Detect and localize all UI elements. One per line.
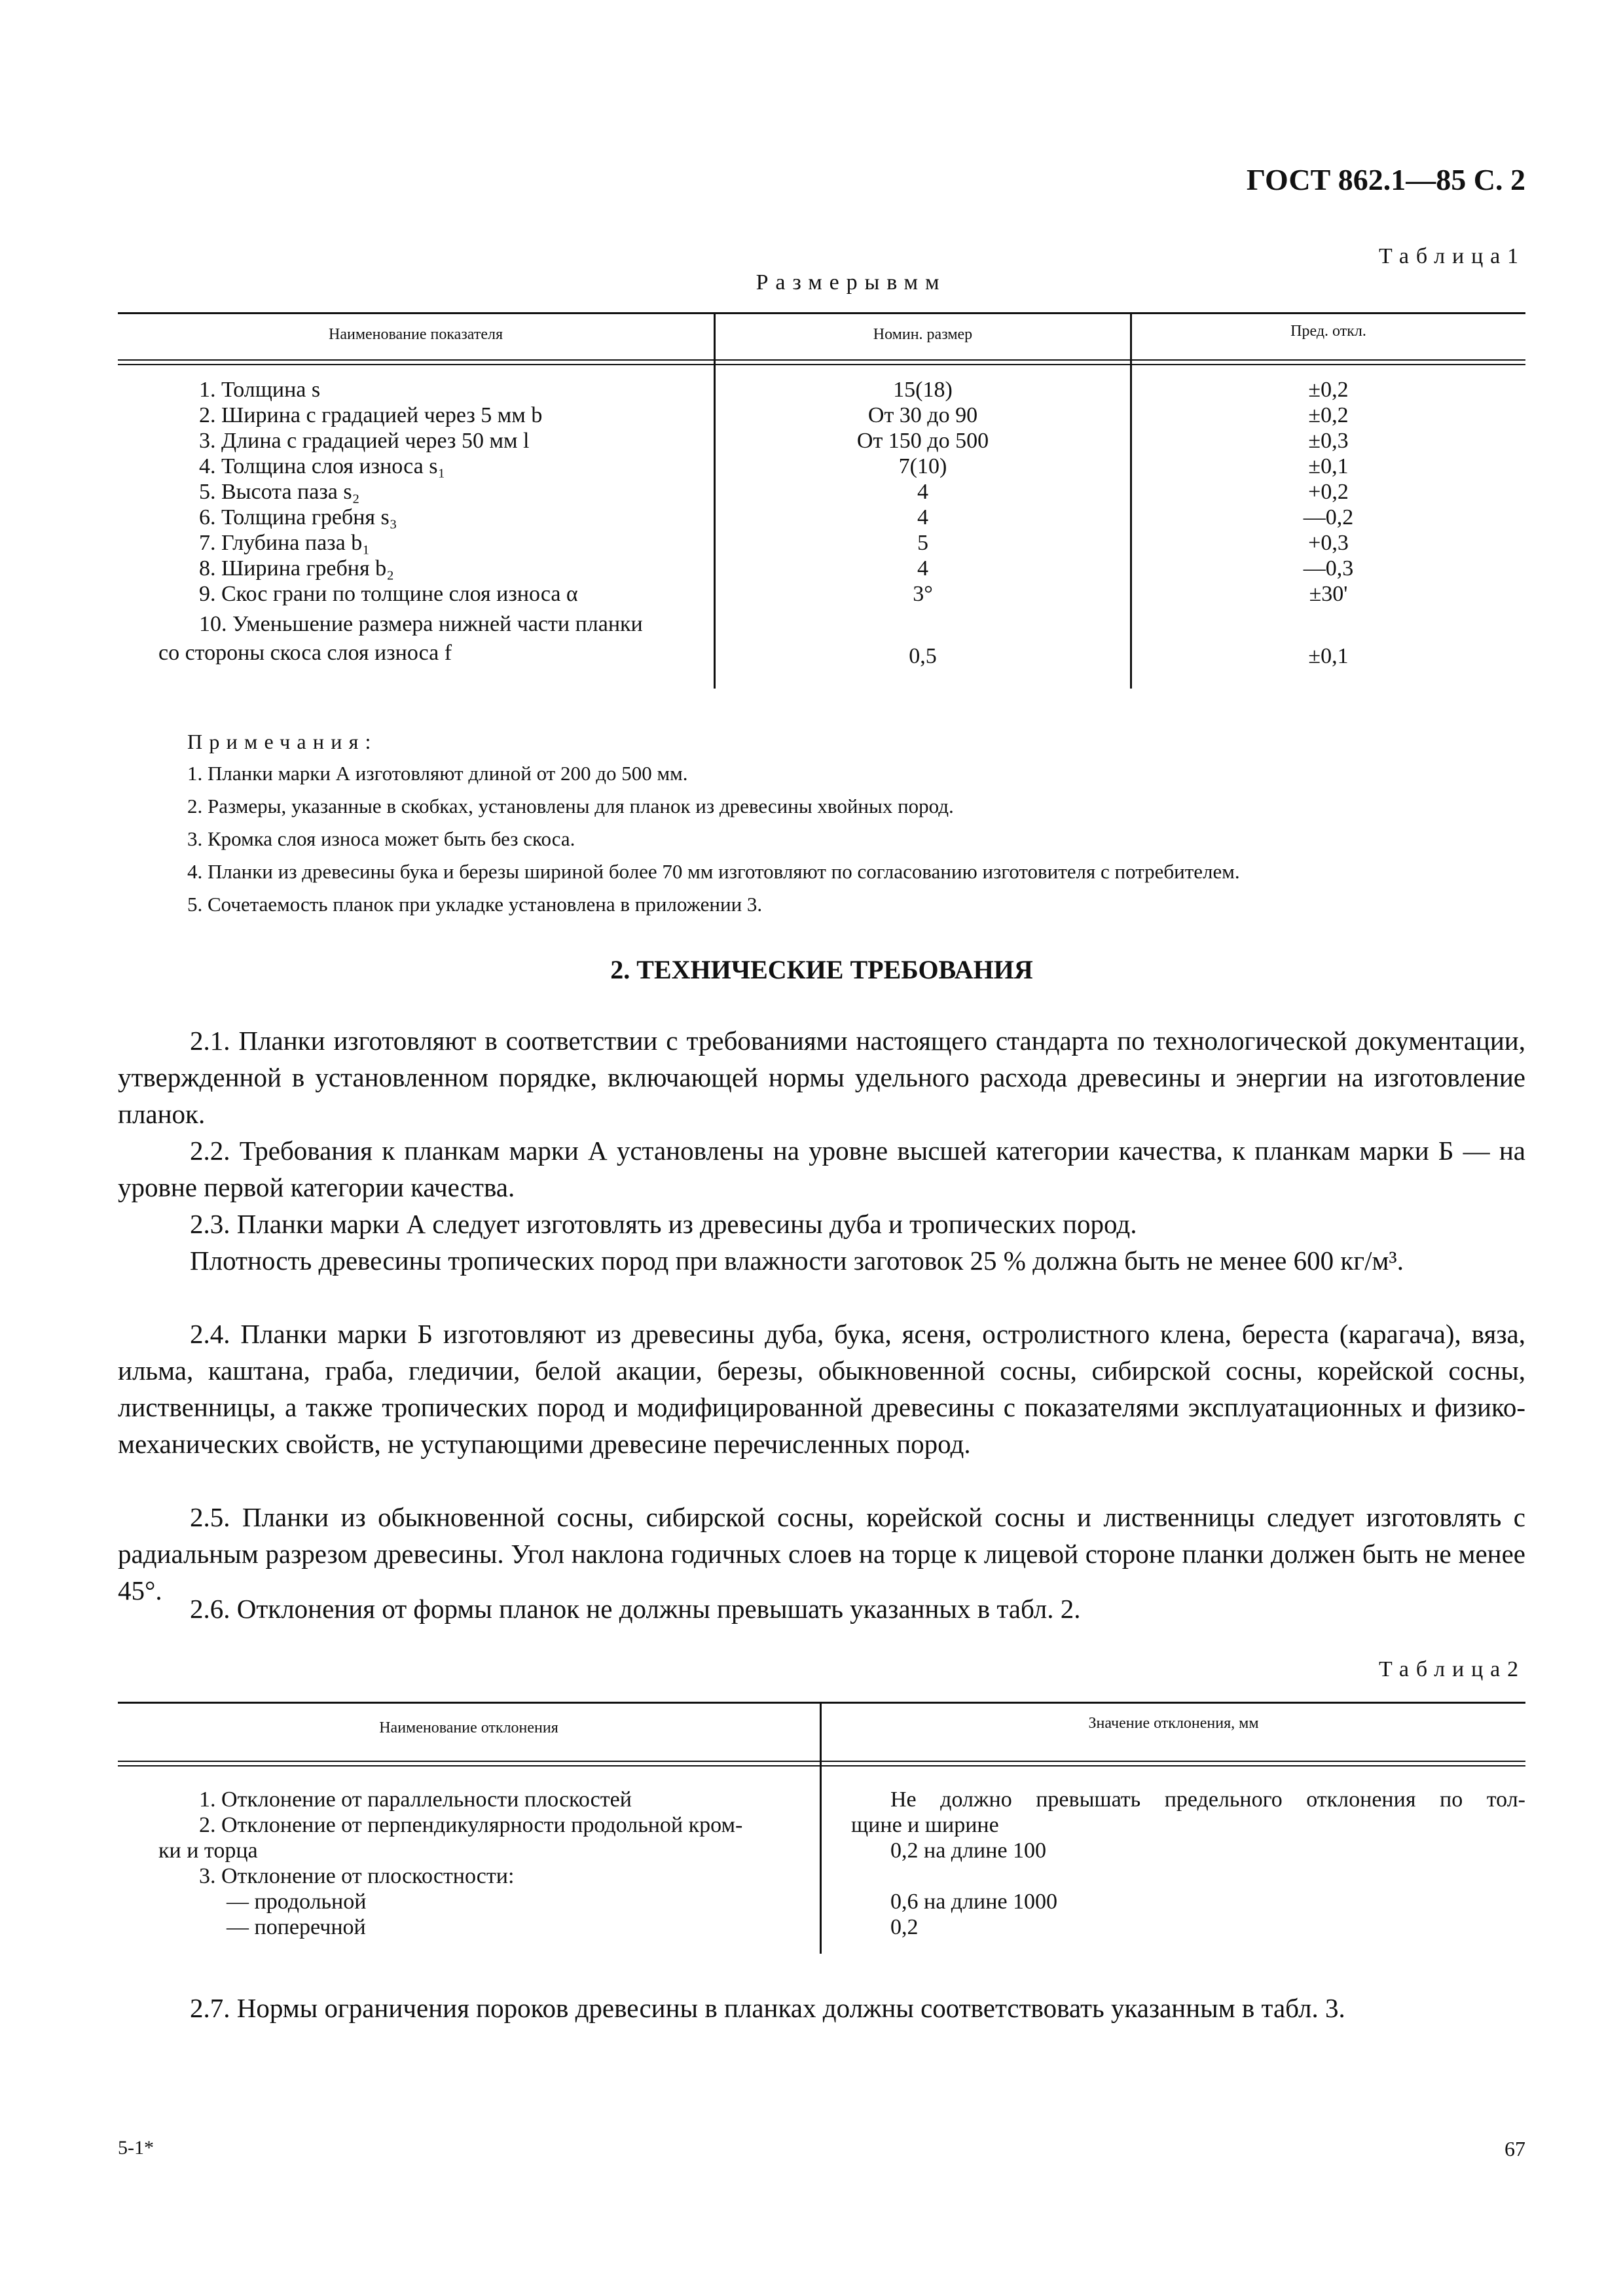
table2-row: 3. Отклонение от плоскостности: xyxy=(199,1864,515,1888)
table1-row-name: 5. Высота паза s₂ xyxy=(199,480,360,504)
table2-value: Не должно превышать предельного отклонения по тол- xyxy=(890,1787,1525,1812)
note-item: 1. Планки марки А изготовляют длиной от 200 до 500 мм. xyxy=(187,762,688,785)
table1-row-nominal: От 150 до 500 xyxy=(856,429,989,453)
table2-header-name: Наименование отклонения xyxy=(379,1719,558,1736)
paragraph-2-2: 2.2. Требования к планкам марки А установлены на уровне высшей категории качества, к планкам марки Б — на уровне первой категории качества. xyxy=(118,1136,1525,1202)
table2-header-rule-2 xyxy=(118,1765,1525,1767)
table1-row-tolerance: —0,3 xyxy=(1303,556,1354,581)
table2-header-rule-1 xyxy=(118,1761,1525,1762)
table1-row-nominal: От 30 до 90 xyxy=(867,403,978,427)
table1-row-nominal: 5 xyxy=(917,531,928,555)
table1-row-name: 6. Толщина гребня s₃ xyxy=(199,505,397,529)
notes-title: Примечания: xyxy=(187,730,378,753)
table2-label: Таблица2 xyxy=(1379,1657,1525,1681)
note-item: 5. Сочетаемость планок при укладке установлена в приложении 3. xyxy=(187,893,763,916)
table2-value: щине и ширине xyxy=(851,1813,999,1837)
table1-row-name: 9. Скос грани по толщине слоя износа α xyxy=(199,582,578,606)
table2-row: 1. Отклонение от параллельности плоскостей xyxy=(199,1787,632,1812)
table1-row10-tolerance: ±0,1 xyxy=(1308,644,1349,668)
paragraph-2-3: 2.3. Планки марки А следует изготовлять из древесины дуба и тропических пород. xyxy=(190,1209,1137,1239)
table1-row-tolerance: +0,2 xyxy=(1308,480,1349,504)
note-item: 4. Планки из древесины бука и березы шириной более 70 мм изготовляют по согласованию изготовителя с потребителем. xyxy=(187,860,1240,883)
table1-row-tolerance: ±0,2 xyxy=(1308,403,1349,427)
table1-label: Таблица1 xyxy=(1379,244,1525,268)
table2-header-value: Значение отклонения, мм xyxy=(1088,1715,1259,1732)
table1-row-name: 2. Ширина с градацией через 5 мм b xyxy=(199,403,543,427)
table2-row: ки и торца xyxy=(158,1839,258,1863)
table1-row-name: 8. Ширина гребня b₂ xyxy=(199,556,394,581)
table1-row-nominal: 3° xyxy=(913,582,933,606)
table1-top-rule xyxy=(118,312,1525,314)
table1-header-tolerance: Пред. откл. xyxy=(1290,323,1366,340)
note-item: 2. Размеры, указанные в скобках, установлены для планок из древесины хвойных пород. xyxy=(187,795,954,817)
table2-row: 2. Отклонение от перпендикулярности продольной кром- xyxy=(199,1813,743,1837)
table1-row-nominal: 4 xyxy=(917,505,928,529)
table1-row-nominal: 4 xyxy=(917,556,928,581)
table1-row-tolerance: ±30' xyxy=(1309,582,1348,606)
table2-value: 0,6 на длине 1000 xyxy=(890,1890,1058,1914)
paragraph-2-6: 2.6. Отклонения от формы планок не должны превышать указанных в табл. 2. xyxy=(190,1594,1081,1624)
table1-row-nominal: 15(18) xyxy=(893,378,953,402)
table1-row-name: 1. Толщина s xyxy=(199,378,321,402)
table2-row: — продольной xyxy=(227,1890,367,1914)
table1-row-tolerance: +0,3 xyxy=(1308,531,1349,555)
table1-row-name: 4. Толщина слоя износа s₁ xyxy=(199,454,446,478)
table2-top-rule xyxy=(118,1702,1525,1704)
table1-units: Размерывмм xyxy=(756,270,947,295)
paragraph-2-4: 2.4. Планки марки Б изготовляют из древесины дуба, бука, ясеня, остролистного клена, береста (карагача), вяза, ильма, каштана, граба, гледичии, белой акации, березы, обыкновенной сосны, сибирской сосны, корейской сосны, лиственницы, а также тропических пород и модифицированной древесины с показателями эксплуатационных и физико-механических свойств, не уступающими древесине перечисленных пород. xyxy=(118,1319,1525,1459)
table1-row-name: 7. Глубина паза b₁ xyxy=(199,531,371,555)
table2-row: — поперечной xyxy=(227,1915,366,1939)
table1-header-rule-2 xyxy=(118,364,1525,365)
table1-row-tolerance: —0,2 xyxy=(1303,505,1354,529)
footer-sheet-mark: 5-1* xyxy=(118,2137,154,2159)
table1-row-nominal: 4 xyxy=(917,480,928,504)
note-item: 3. Кромка слоя износа может быть без скоса. xyxy=(187,827,575,850)
table2-value: 0,2 xyxy=(890,1915,919,1939)
document-header: ГОСТ 862.1—85 С. 2 xyxy=(1246,163,1525,196)
table1-header-name: Наименование показателя xyxy=(329,326,503,343)
table1-row-tolerance: ±0,3 xyxy=(1308,429,1349,453)
table1-row-tolerance: ±0,1 xyxy=(1308,454,1349,478)
table1-row-nominal: 7(10) xyxy=(898,454,947,478)
paragraph-2-5: 2.5. Планки из обыкновенной сосны, сибирской сосны, корейской сосны и лиственницы следует изготовлять с радиальным разрезом древесины. Угол наклона годичных слоев на торце к лицевой стороне планки должен быть не менее 45°. xyxy=(118,1502,1525,1605)
table1-row-tolerance: ±0,2 xyxy=(1308,378,1349,402)
table1-header-nominal: Номин. размер xyxy=(873,326,973,343)
table1-header-rule-1 xyxy=(118,359,1525,361)
page-number: 67 xyxy=(1504,2137,1525,2161)
table1-row-name: 3. Длина с градацией через 50 мм l xyxy=(199,429,530,453)
table2-value: 0,2 на длине 100 xyxy=(890,1839,1047,1863)
paragraph-2-7: 2.7. Нормы ограничения пороков древесины в планках должны соответствовать указанным в табл. 3. xyxy=(190,1993,1345,2023)
paragraph-2-3-density: Плотность древесины тропических пород при влажности заготовок 25 % должна быть не менее 600 кг/м³. xyxy=(190,1246,1404,1276)
table1-row10-line1: 10. Уменьшение размера нижней части планки xyxy=(199,612,643,636)
table1-row10-line2: со стороны скоса слоя износа f xyxy=(158,641,452,665)
table2-col-divider xyxy=(820,1702,822,1954)
paragraph-2-1: 2.1. Планки изготовляют в соответствии с требованиями настоящего стандарта по технологической документации, утвержденной в установленном порядке, включающей нормы удельного расхода древесины и энергии на изготовление планок. xyxy=(118,1026,1525,1129)
section-title: 2. ТЕХНИЧЕСКИЕ ТРЕБОВАНИЯ xyxy=(610,955,1033,984)
table1-row10-nominal: 0,5 xyxy=(909,644,937,668)
